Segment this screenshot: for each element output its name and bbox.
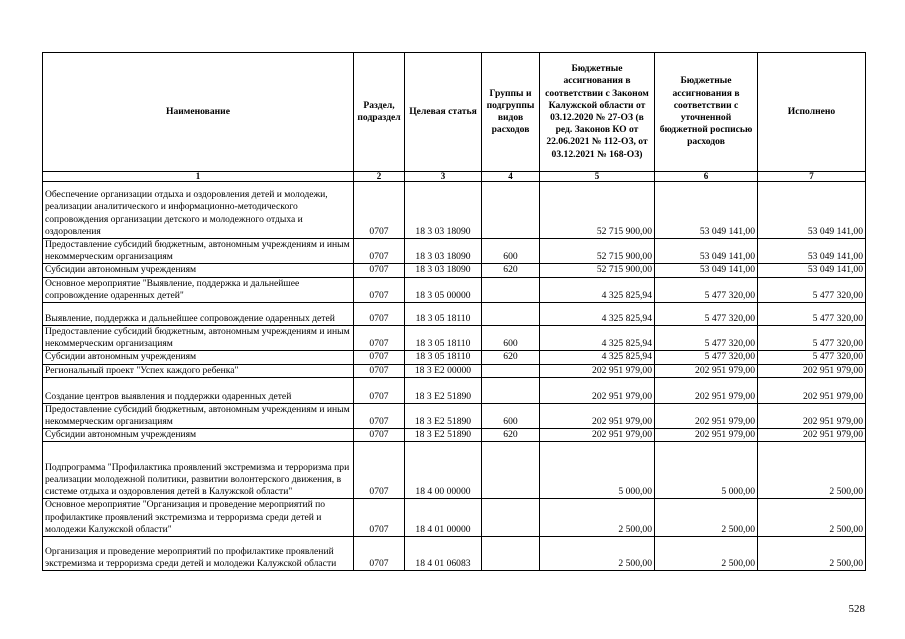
row-law-amount: 4 325 825,94 [540, 303, 655, 326]
table-body [43, 182, 866, 571]
row-name: Предоставление субсидий бюджетным, автономным учреждениям и иным некоммерческим организациям [43, 403, 354, 428]
row-group [482, 364, 540, 377]
row-refined-amount: 202 951 979,00 [655, 403, 758, 428]
row-article: 18 3 05 00000 [405, 277, 482, 302]
row-group: 600 [482, 326, 540, 351]
row-name: Создание центров выявления и поддержки одаренных детей [43, 377, 354, 403]
row-name: Региональный проект "Успех каждого ребенка" [43, 364, 354, 377]
row-refined-amount: 5 477 320,00 [655, 277, 758, 302]
row-executed-amount: 202 951 979,00 [758, 429, 866, 442]
row-section: 0707 [354, 239, 405, 264]
row-law-amount: 52 715 900,00 [540, 264, 655, 277]
row-article: 18 4 01 00000 [405, 499, 482, 537]
row-group [482, 277, 540, 302]
row-name: Выявление, поддержка и дальнейшее сопровождение одаренных детей [43, 303, 354, 326]
row-name: Основное мероприятие "Организация и проведение мероприятий по профилактике проявлений экстремизма и терроризма среди детей и молодежи Калужской области" [43, 499, 354, 537]
row-section: 0707 [354, 182, 405, 239]
row-name: Основное мероприятие "Выявление, поддержка и дальнейшее сопровождение одаренных детей" [43, 277, 354, 302]
row-section: 0707 [354, 303, 405, 326]
row-section: 0707 [354, 364, 405, 377]
row-executed-amount: 5 477 320,00 [758, 303, 866, 326]
table-row [43, 499, 866, 537]
row-law-amount: 2 500,00 [540, 499, 655, 537]
row-article: 18 3 05 18110 [405, 351, 482, 364]
row-group: 600 [482, 239, 540, 264]
row-article: 18 4 01 06083 [405, 537, 482, 571]
row-executed-amount: 5 477 320,00 [758, 277, 866, 302]
column-number: 7 [758, 172, 866, 182]
row-refined-amount: 5 477 320,00 [655, 351, 758, 364]
table-row [43, 403, 866, 428]
table-row [43, 277, 866, 302]
table-row [43, 326, 866, 351]
table-row [43, 364, 866, 377]
row-article: 18 3 E2 51890 [405, 429, 482, 442]
column-number: 6 [655, 172, 758, 182]
row-name: Предоставление субсидий бюджетным, автономным учреждениям и иным некоммерческим организациям [43, 326, 354, 351]
row-refined-amount: 2 500,00 [655, 537, 758, 571]
row-name: Субсидии автономным учреждениям [43, 351, 354, 364]
table-row [43, 239, 866, 264]
row-article: 18 3 E2 00000 [405, 364, 482, 377]
row-article: 18 3 E2 51890 [405, 377, 482, 403]
row-refined-amount: 5 000,00 [655, 442, 758, 499]
row-group [482, 499, 540, 537]
header-name: Наименование [43, 53, 354, 172]
row-law-amount: 202 951 979,00 [540, 364, 655, 377]
row-article: 18 3 03 18090 [405, 264, 482, 277]
row-executed-amount: 202 951 979,00 [758, 377, 866, 403]
table-row [43, 351, 866, 364]
row-group: 620 [482, 429, 540, 442]
row-refined-amount: 53 049 141,00 [655, 264, 758, 277]
row-section: 0707 [354, 537, 405, 571]
column-number: 3 [405, 172, 482, 182]
row-article: 18 4 00 00000 [405, 442, 482, 499]
row-name: Субсидии автономным учреждениям [43, 264, 354, 277]
row-article: 18 3 E2 51890 [405, 403, 482, 428]
header-row [43, 53, 866, 172]
row-name: Субсидии автономным учреждениям [43, 429, 354, 442]
row-name: Обеспечение организации отдыха и оздоровления детей и молодежи, реализации аналитического и информационно-методического сопровождения организации детского и молодежного отдыха и оздоровления [43, 182, 354, 239]
budget-table [42, 52, 866, 571]
column-number: 2 [354, 172, 405, 182]
header-refined: Бюджетные ассигнования в соответствии с уточненной бюджетной росписью расходов [655, 53, 758, 172]
column-number-row [43, 172, 866, 182]
row-refined-amount: 202 951 979,00 [655, 364, 758, 377]
row-law-amount: 202 951 979,00 [540, 429, 655, 442]
row-group [482, 303, 540, 326]
row-group [482, 182, 540, 239]
row-section: 0707 [354, 351, 405, 364]
header-law: Бюджетные ассигнования в соответствии с Законом Калужской области от 03.12.2020 № 27-ОЗ (в ред. Законов КО от 22.06.2021 № 112-ОЗ, от 03.12.2021 № 168-ОЗ) [540, 53, 655, 172]
row-refined-amount: 5 477 320,00 [655, 326, 758, 351]
row-executed-amount: 53 049 141,00 [758, 182, 866, 239]
row-article: 18 3 05 18110 [405, 303, 482, 326]
row-group [482, 537, 540, 571]
table-row [43, 303, 866, 326]
column-number: 5 [540, 172, 655, 182]
row-section: 0707 [354, 403, 405, 428]
row-section: 0707 [354, 429, 405, 442]
row-refined-amount: 202 951 979,00 [655, 429, 758, 442]
header-article: Целевая статья [405, 53, 482, 172]
table-row [43, 442, 866, 499]
row-article: 18 3 03 18090 [405, 239, 482, 264]
row-refined-amount: 202 951 979,00 [655, 377, 758, 403]
row-section: 0707 [354, 326, 405, 351]
row-executed-amount: 2 500,00 [758, 537, 866, 571]
row-refined-amount: 53 049 141,00 [655, 182, 758, 239]
table-row [43, 429, 866, 442]
row-executed-amount: 5 477 320,00 [758, 351, 866, 364]
row-law-amount: 5 000,00 [540, 442, 655, 499]
table-row [43, 264, 866, 277]
column-number: 4 [482, 172, 540, 182]
row-group [482, 377, 540, 403]
row-section: 0707 [354, 442, 405, 499]
row-section: 0707 [354, 277, 405, 302]
row-group: 620 [482, 351, 540, 364]
row-law-amount: 2 500,00 [540, 537, 655, 571]
row-executed-amount: 5 477 320,00 [758, 326, 866, 351]
row-group: 620 [482, 264, 540, 277]
row-executed-amount: 202 951 979,00 [758, 403, 866, 428]
header-section: Раздел, подраздел [354, 53, 405, 172]
row-executed-amount: 202 951 979,00 [758, 364, 866, 377]
row-name: Подпрограмма "Профилактика проявлений экстремизма и терроризма при реализации молодежной политики, развитии волонтерского движения, в системе отдыха и оздоровления детей в Калужской области" [43, 442, 354, 499]
row-name: Организация и проведение мероприятий по профилактике проявлений экстремизма и терроризма среди детей и молодежи Калужской области [43, 537, 354, 571]
row-law-amount: 202 951 979,00 [540, 377, 655, 403]
table-row [43, 377, 866, 403]
row-law-amount: 4 325 825,94 [540, 277, 655, 302]
row-executed-amount: 2 500,00 [758, 442, 866, 499]
row-section: 0707 [354, 377, 405, 403]
row-group [482, 442, 540, 499]
row-executed-amount: 2 500,00 [758, 499, 866, 537]
row-section: 0707 [354, 499, 405, 537]
table-row [43, 537, 866, 571]
row-name: Предоставление субсидий бюджетным, автономным учреждениям и иным некоммерческим организациям [43, 239, 354, 264]
table-row [43, 182, 866, 239]
row-law-amount: 52 715 900,00 [540, 239, 655, 264]
header-done: Исполнено [758, 53, 866, 172]
row-section: 0707 [354, 264, 405, 277]
row-article: 18 3 05 18110 [405, 326, 482, 351]
header-group: Группы и подгруппы видов расходов [482, 53, 540, 172]
row-refined-amount: 53 049 141,00 [655, 239, 758, 264]
row-law-amount: 52 715 900,00 [540, 182, 655, 239]
row-article: 18 3 03 18090 [405, 182, 482, 239]
row-executed-amount: 53 049 141,00 [758, 264, 866, 277]
page-number: 528 [848, 603, 865, 615]
column-number: 1 [43, 172, 354, 182]
row-law-amount: 4 325 825,94 [540, 326, 655, 351]
row-group: 600 [482, 403, 540, 428]
row-law-amount: 4 325 825,94 [540, 351, 655, 364]
row-executed-amount: 53 049 141,00 [758, 239, 866, 264]
row-refined-amount: 2 500,00 [655, 499, 758, 537]
row-law-amount: 202 951 979,00 [540, 403, 655, 428]
row-refined-amount: 5 477 320,00 [655, 303, 758, 326]
